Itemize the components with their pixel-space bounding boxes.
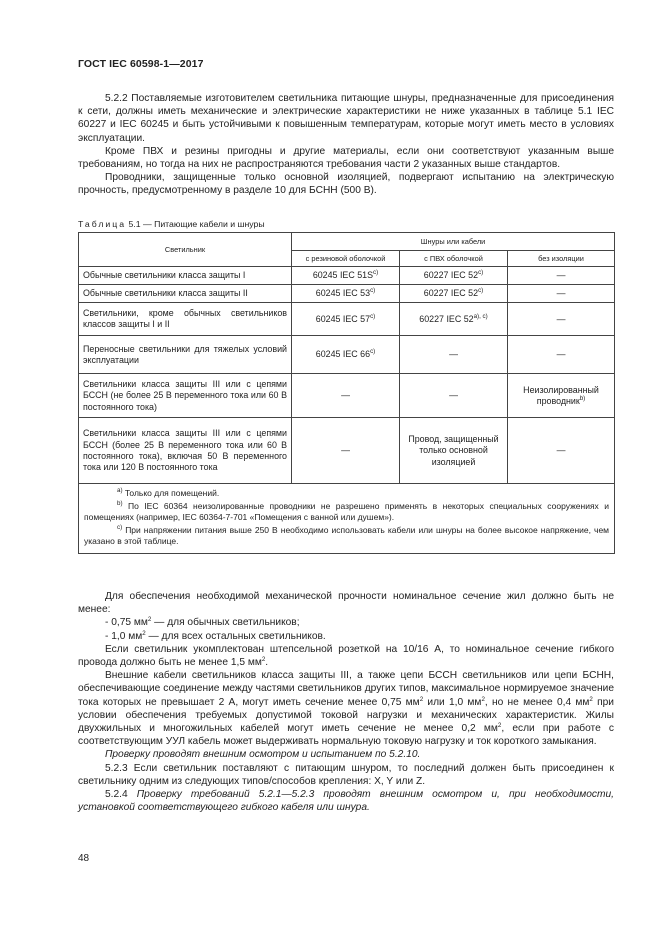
external-cables-paragraph: Внешние кабели светильников класса защиты III, а также цепи БССН светильников или цепи БСНН, обеспечивающие соединение между частями светильников других типов, максимальное нормируемое значение тока которых не превышает 2 А, могут иметь сечение менее 0,75 $мм^2$ или 1,0 $мм^2$, но не менее 0,4 $мм^2$ при условии обеспечения требуемых допустимой токовой нагрузки и механических характеристик. Жилы двухжильных и многожильных кабелей могут иметь сечение не менее 0,2 $мм^2$, если при работе с соответствующим УУЛ кабель может выдерживать нормальную токовую нагрузку и ток короткого замыкания. [78,670,614,748]
clause-5-2-3: 5.2.3 Если светильник поставляют с питающим шнуром, то последний должен быть присоединен к светильнику одним из следующих типов/способов крепления: X, Y или Z. [78,762,614,787]
table-caption: Таблица 5.1 — Питающие кабели и шнуры [78,219,265,229]
table-note: $^{c)}$ При напряжении питания выше 250 В необходимо использовать кабели или шнуры на более высокое напряжение, чем указано в этой таблице. [84,524,610,547]
row-name: Обычные светильники класса защиты II [79,285,292,303]
power-cables-table [78,232,615,554]
table-note: $^{a)}$ Только для помещений. [117,487,220,499]
check-paragraph: Проверку проводят внешним осмотром и испытанием по 5.2.10. [105,749,421,761]
row-name: Светильники класса защиты III или с цепями БССН (не более 25 В переменного тока или 60 В постоянного тока) [79,374,292,418]
bare-cell: — [508,303,615,336]
socket-paragraph: Если светильник укомплектован штепсельной розеткой на 10/16 А, то номинальное сечение гибкого провода должно быть не менее 1,5 $мм^2$. [78,643,614,669]
body-text [78,590,614,814]
table-row [79,336,615,374]
col-header-luminaire: Светильник [79,233,292,267]
intro-text [78,92,614,198]
bare-cell: — [508,418,615,484]
col-header-group: Шнуры или кабели [292,233,615,251]
list-item: - 1,0 $мм^2$ — для всех остальных светильников. [105,629,326,642]
rubber-cell: 60245 IEC $51S^{c)}$ [292,267,400,285]
pvc-cell: 60227 IEC $52^{a), c)}$ [400,303,508,336]
row-name: Светильники, кроме обычных светильников классов защиты I и II [79,303,292,336]
table-row [79,418,615,484]
clause-5-2-2: 5.2.2 Поставляемые изготовителем светильника питающие шнуры, предназначенные для присоединения к сети, должны иметь механические и электрические характеристики не ниже указанных в таблице 5.1 IEC 60227 и IEC 60245 и быть устойчивыми к повышенным температурам, которые могут иметь место в условиях эксплуатации. [78,93,614,144]
table-row [79,303,615,336]
rubber-cell: 60245 IEC 57$^{c)}$ [292,303,400,336]
pvc-cell: 60227 IEC 52$^{c)}$ [400,267,508,285]
bare-cell: — [508,267,615,285]
table-notes-row [79,484,615,554]
materials-paragraph: Кроме ПВХ и резины пригодны и другие материалы, если они соответствуют указанным выше требованиям, но тогда на них не распространяются требования части 2 указанных выше стандартов. [78,145,614,171]
pvc-cell: 60227 IEC 52$^{c)}$ [400,285,508,303]
rubber-cell: — [292,418,400,484]
col-header-pvc: с ПВХ оболочкой [400,251,508,267]
row-name: Обычные светильники класса защиты I [79,267,292,285]
col-header-rubber: с резиновой оболочкой [292,251,400,267]
clause-5-2-4: 5.2.4 Проверку требований 5.2.1—5.2.3 проводят внешним осмотром и, при необходимости, установкой соответствующего гибкого кабеля или шнура. [78,789,614,814]
cross-section-paragraph: Для обеспечения необходимой механической прочности номинальное сечение жил должно быть не менее: [78,591,614,616]
pvc-cell: — [400,336,508,374]
row-name: Светильники класса защиты III или с цепями БССН (более 25 В переменного тока или 60 В постоянного тока), включая 50 В переменного тока или 120 В постоянного тока [79,418,292,484]
bare-cell: — [508,336,615,374]
pvc-cell: — [400,374,508,418]
table-row [79,374,615,418]
page-number: 48 [78,853,90,864]
table-row [79,285,615,303]
bare-cell: — [508,285,615,303]
insulation-test-paragraph: Проводники, защищенные только основной изоляцией, подвергают испытанию на электрическую прочность, предусмотренному в разделе 10 для БСНН (500 В). [78,172,614,197]
table-row [79,267,615,285]
standard-title: ГОСТ IEC 60598-1—2017 [78,58,204,70]
table-note: $^{b)}$ По IEC 60364 неизолированные проводники не разрешено применять в некоторых специальных сооружениях и помещениях (например, IEC 60364-7-701 «Помещения с ванной или душем»). [84,500,610,523]
rubber-cell: 60245 IEC 66$^{c)}$ [292,336,400,374]
rubber-cell: — [292,374,400,418]
table-notes [79,484,615,554]
rubber-cell: 60245 IEC 53$^{c)}$ [292,285,400,303]
list-item: - 0,75 $мм^2$ — для обычных светильников; [105,616,300,629]
row-name: Переносные светильники для тяжелых условий эксплуатации [79,336,292,374]
bare-cell: Неизолированный проводник$^{b)}$ [508,374,615,418]
pvc-cell: Провод, защищенный только основной изоляцией [400,418,508,484]
col-header-bare: без изоляции [508,251,615,267]
